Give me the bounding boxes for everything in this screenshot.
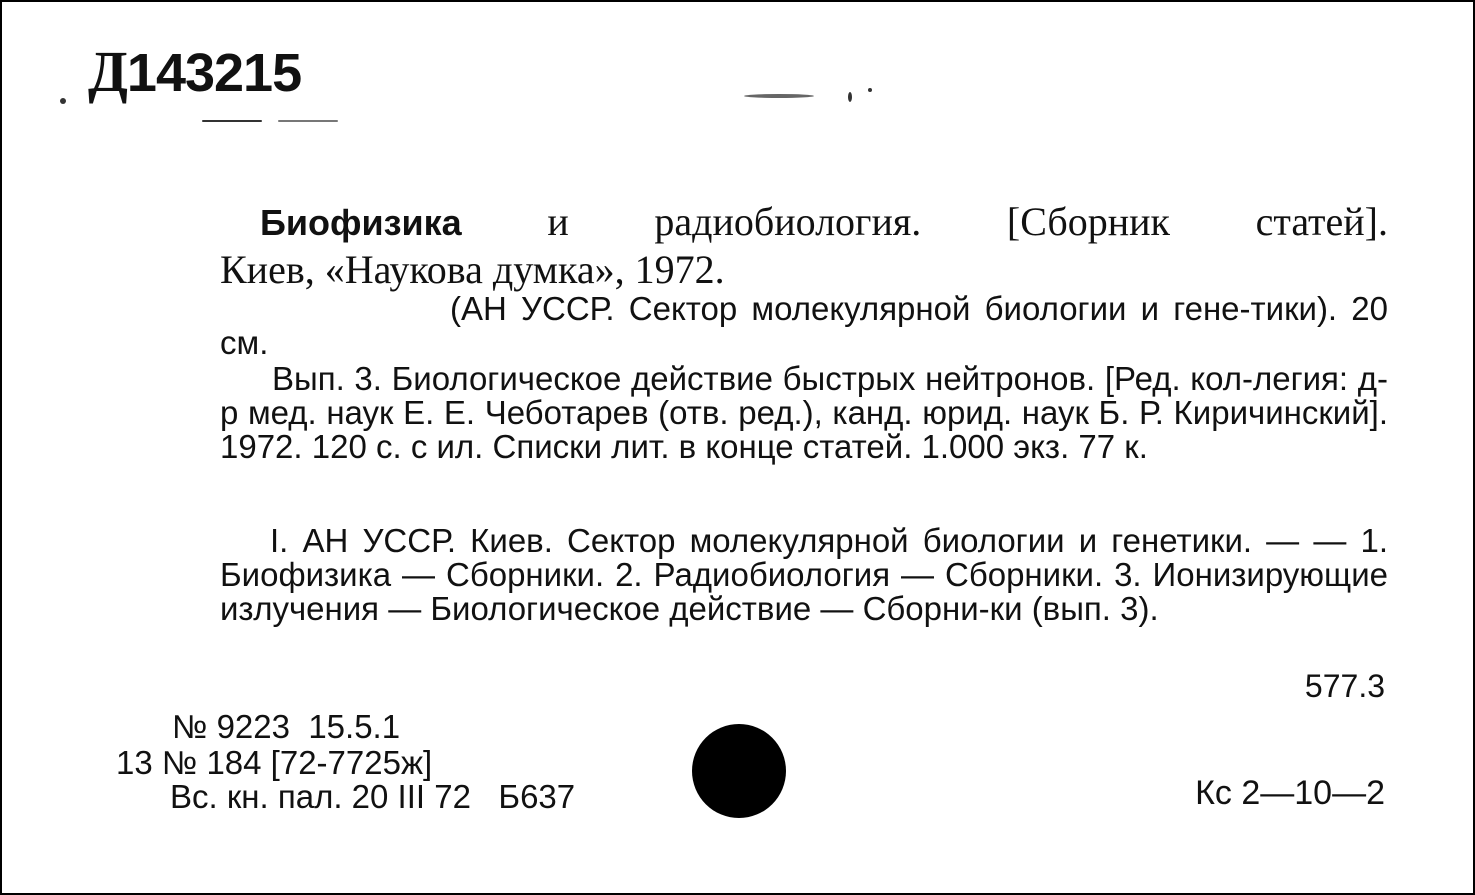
- subject-headings: [220, 524, 1388, 626]
- ink-speck: [60, 98, 66, 104]
- ink-speck: [868, 88, 872, 92]
- subject-headings-text: I. АН УССР. Киев. Сектор молекулярной биологии и генетики. — — 1. Биофизика — Сборники. 2. Радиобиология — Сборники. 3. Ионизирующие излучения — Биологическое действие — Сборни-ки (вып. 3).: [220, 522, 1388, 627]
- kc-code: Кс 2—10—2: [1195, 774, 1385, 812]
- call-number-prefix: Д: [88, 39, 127, 104]
- punch-hole: [692, 724, 786, 818]
- ink-speck: [278, 120, 338, 122]
- ink-speck: [202, 120, 262, 122]
- ink-speck: [848, 92, 852, 102]
- footer-chamber: Вс. кн. пал. 20 III 72 Б637: [170, 778, 576, 815]
- issue-note-text: Вып. 3. Биологическое действие быстрых нейтронов. [Ред. кол-легия: д-р мед. наук Е. Е. Чеботарев (отв. ред.), канд. юрид. наук Б. Р. Киричинский]. 1972. 120 с. с ил. Списки лит. в конце статей. 1.000 экз. 77 к.: [220, 360, 1388, 465]
- classification-number: 577.3: [1304, 668, 1385, 704]
- footer-accession: № 9223 15.5.1: [172, 708, 401, 745]
- imprint: Киев, «Наукова думка», 1972.: [220, 247, 725, 292]
- series-note: [220, 292, 1388, 360]
- title-rest: и радиобиология. [Сборник статей].: [547, 199, 1388, 244]
- call-number-digits: 143215: [126, 43, 302, 103]
- call-number: [88, 38, 301, 105]
- title-bold: Биофизика: [260, 202, 462, 243]
- title-line: [260, 198, 1388, 246]
- ink-speck: [744, 94, 814, 98]
- series-note-text: (АН УССР. Сектор молекулярной биологии и гене-тики). 20 см.: [220, 290, 1388, 361]
- footer-order: 13 № 184 [72-7725ж]: [116, 744, 433, 781]
- issue-note: [220, 362, 1388, 464]
